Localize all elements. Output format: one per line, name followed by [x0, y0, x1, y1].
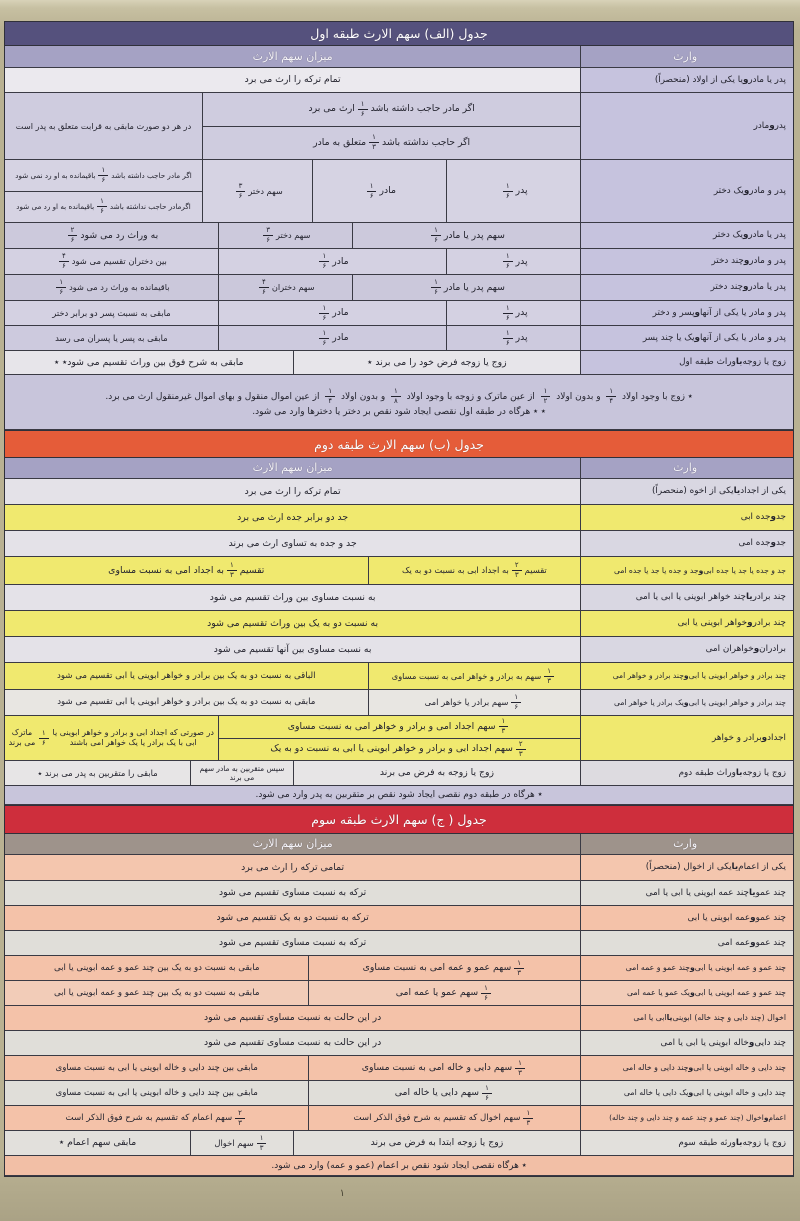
fraction: $\frac{۱}{۳}$	[369, 134, 379, 151]
fraction: $\frac{۱}{۳}$	[499, 718, 509, 735]
share-cell: جد دو برابر جده ارث می برد	[237, 511, 349, 523]
heir-cell: زوج یا زوجه با وراث طبقه اول	[580, 351, 793, 374]
heir-cell: پدر یا مادر و یا یکی از اولاد (منحصراً)	[580, 68, 793, 92]
table-row	[5, 931, 793, 956]
share-cell: $\frac{۲}{۳}$ سهم اعمام که تقسیم به شرح فوق الذکر است	[5, 1106, 308, 1130]
share-cell: در صورتی که اجداد ابی و برادر و خواهر ابوینی یا ابی با یک برادر یا یک خواهر امی باشند $\frac{۱}{۶}$ ماترک می برند	[8, 728, 214, 747]
fraction: $\frac{۱}{۲}$	[541, 388, 551, 405]
share-subcell: اگرمادر حاجب نداشته باشد $\frac{۱}{۶}$ باقیمانده به او رد می شود	[16, 197, 191, 216]
footnote-line: ٭ زوج با وجود اولاد $\frac{۱}{۴}$ و بدون اولاد $\frac{۱}{۲}$ از عین ماترک و زوجه با وجود اولاد $\frac{۱}{۸}$ و بدون اولاد $\frac{۱}{۴}$ از عین اموال منقول و بهای اموال غیرمنقول ارث می برد.	[105, 386, 693, 405]
share-cell: مابقی به نسبت دو به یک بین چند عمو و عمه ابوینی یا ابی	[53, 987, 260, 998]
share-cell: سهم دختر $\frac{۳}{۶}$	[202, 160, 312, 222]
heir-cell: زوج یا زوجه با ورثه طبقه سوم	[580, 1131, 793, 1155]
fraction: $\frac{۲}{۳}$	[235, 1110, 245, 1127]
share-cell: به نسبت مساوی بین آنها تقسیم می شود	[213, 643, 372, 655]
table-row	[5, 663, 793, 690]
footnote-line: ٭ هرگاه در طبقه دوم نقصی ایجاد شود نقص بر متقربین به پدر وارد می شود.	[255, 790, 543, 800]
footnote-line: ٭ هرگاه نقصی ایجاد شود نقص بر اعمام (عمو و عمه) وارد می شود.	[271, 1160, 527, 1171]
fraction: $\frac{۱}{۶}$	[503, 330, 513, 347]
fraction: $\frac{۳}{۶}$	[263, 227, 273, 244]
share-cell: به نسبت دو به یک بین وراث تقسیم می شود	[207, 617, 379, 629]
table-row	[5, 906, 793, 931]
table-row	[5, 505, 793, 531]
heir-cell: زوج یا زوجه با وراث طبقه دوم	[580, 761, 793, 785]
fraction: $\frac{۱}{۳}$	[515, 1060, 525, 1077]
share-column-header: میزان سهم الارث	[252, 49, 333, 63]
fraction: $\frac{۱}{۶}$	[98, 167, 108, 184]
share-cell: باقیمانده به وراث رد می شود $\frac{۱}{۶}$	[5, 275, 218, 300]
fraction: $\frac{۱}{۶}$	[503, 253, 513, 270]
fraction: $\frac{۱}{۶}$	[511, 694, 521, 711]
column-header-row	[5, 834, 793, 855]
inheritance-tables-sheet	[4, 21, 794, 1177]
column-header-row	[5, 46, 793, 68]
share-cell: مادر $\frac{۱}{۶}$	[218, 326, 447, 350]
table-row	[5, 761, 793, 786]
share-cell: $\frac{۱}{۳}$ سهم دایی و خاله امی به نسبت مساوی	[308, 1056, 580, 1080]
share-subcell: اگر مادر حاجب داشته باشد $\frac{۱}{۶}$ باقیمانده به او رد نمی شود	[5, 160, 202, 192]
table-footnotes	[5, 1156, 793, 1176]
table-a-first-class	[4, 21, 794, 430]
fraction: $\frac{۱}{۶}$	[503, 305, 513, 322]
share-cell: زوج یا زوجه ابتدا به فرض می برند	[293, 1131, 581, 1155]
fraction: $\frac{۱}{۴}$	[606, 388, 616, 405]
heir-cell: پدر یا مادر و یک دختر	[580, 223, 793, 248]
share-cell: $\frac{۱}{۶}$ سهم دایی یا خاله امی	[308, 1081, 580, 1105]
share-cell: الباقی به نسبت دو به یک بین برادر و خواهر ابوینی یا ابی تقسیم می شود	[57, 670, 316, 681]
fraction: $\frac{۱}{۶}$	[503, 183, 513, 200]
share-cell: در هر دو صورت مابقی به قرابت متعلق به پدر است	[15, 120, 192, 131]
table-row	[5, 1056, 793, 1081]
share-cell: $\frac{۱}{۶}$ سهم عمو یا عمه امی	[308, 981, 580, 1005]
fraction: $\frac{۳}{۶}$	[236, 183, 246, 200]
share-cell: سهم پدر یا مادر $\frac{۱}{۶}$	[352, 275, 581, 300]
table-row	[5, 93, 793, 160]
share-cell: تمام ترکه را ارث می برد	[244, 74, 341, 86]
column-header-row	[5, 458, 793, 479]
heir-cell: چند برادر یا چند خواهر ابوینی یا ابی یا امی	[580, 585, 793, 610]
share-cell	[202, 93, 580, 159]
share-cell: $\frac{۱}{۳}$ سهم عمو و عمه امی به نسبت مساوی	[308, 956, 580, 980]
table-row	[5, 557, 793, 585]
share-cell: به نسبت مساوی بین وراث تقسیم می شود	[209, 591, 376, 603]
table-footnotes	[5, 375, 793, 430]
share-cell: پدر $\frac{۱}{۶}$	[446, 249, 580, 274]
heir-cell: یکی از اعمام یا یکی از اخوال (منحصراً)	[580, 855, 793, 880]
fraction: $\frac{۱}{۶}$	[56, 279, 66, 296]
table-title: جدول (ب) سهم الارث طبقه دوم	[5, 431, 793, 458]
share-cell	[5, 160, 202, 222]
share-cell: مابقی را متقربین به پدر می برند ٭	[37, 767, 158, 778]
table-b-second-class	[4, 430, 794, 805]
share-column-header: میزان سهم الارث	[252, 461, 333, 475]
share-cell: مابقی سهم اعمام ٭	[59, 1137, 137, 1149]
share-cell: پدر $\frac{۱}{۶}$	[446, 326, 580, 350]
fraction: $\frac{۱}{۳}$	[544, 668, 554, 685]
heir-cell: چند برادر و خواهر ابوینی یا ابی و یک برادر یا خواهر امی	[580, 690, 793, 715]
share-cell: $\frac{۱}{۳}$ سهم اخوال که تقسیم به شرح فوق الذکر است	[308, 1106, 580, 1130]
share-cell: مابقی به نسبت دو به یک بین برادر و خواهر ابوینی یا ابی تقسیم می شود	[57, 697, 316, 708]
table-row	[5, 223, 793, 249]
share-cell: به وراث رد می شود $\frac{۲}{۶}$	[5, 223, 218, 248]
share-cell: سهم دختر $\frac{۳}{۶}$	[218, 223, 352, 248]
fraction: $\frac{۱}{۳}$	[257, 1135, 267, 1152]
fraction: $\frac{۲}{۳}$	[516, 741, 526, 758]
share-cell: ترکه به نسبت مساوی تقسیم می شود	[219, 937, 367, 949]
heir-cell: پدر و مادر و یک دختر	[580, 160, 793, 222]
heir-cell: چند عمو یا چند عمه ابوینی یا ابی یا امی	[580, 881, 793, 905]
share-cell	[218, 716, 580, 760]
fraction: $\frac{۲}{۳}$	[512, 562, 522, 579]
table-row	[5, 531, 793, 557]
share-cell: در این حالت به نسبت مساوی تقسیم می شود	[203, 1012, 382, 1024]
heir-cell: اعمام و اخوال (چند عمو و چند عمه و چند دایی و چند خاله)	[580, 1106, 793, 1130]
fraction: $\frac{۱}{۸}$	[391, 388, 401, 405]
heir-cell: پدر یا مادر و چند دختر	[580, 275, 793, 300]
table-row	[5, 956, 793, 981]
fraction: $\frac{۱}{۶}$	[367, 183, 377, 200]
fraction: $\frac{۱}{۶}$	[319, 305, 329, 322]
share-cell: تمام ترکه را ارث می برد	[244, 485, 341, 497]
fraction: $\frac{۱}{۶}$	[39, 730, 49, 747]
share-cell: زوج یا زوجه فرض خود را می برند ٭	[293, 351, 581, 374]
fraction: $\frac{۱}{۶}$	[319, 330, 329, 347]
heir-cell: جد و جده یا جد یا جده ابی و جد و جده یا جد یا جده امی	[580, 557, 793, 584]
table-row	[5, 611, 793, 637]
heir-cell: چند برادر و خواهر ابوینی یا ابی و چند برادر و خواهر امی	[580, 663, 793, 689]
share-subcell: $\frac{۱}{۳}$ سهم اجداد امی و برادر و خواهر امی به نسبت مساوی	[219, 716, 580, 739]
fraction: $\frac{۱}{۶}$	[481, 985, 491, 1002]
share-cell: ترکه به نسبت دو به یک تقسیم می شود	[216, 912, 369, 924]
heir-cell: چند دایی و خاله ابوینی یا ابی یا امی	[580, 1031, 793, 1055]
table-row	[5, 479, 793, 505]
share-cell: $\frac{۱}{۳}$ سهم به برادر و خواهر امی به نسبت مساوی	[368, 663, 581, 689]
share-cell: $\frac{۱}{۶}$ سهم برادر یا خواهر امی	[368, 690, 581, 715]
table-footnotes	[5, 786, 793, 805]
share-cell: تقسیم $\frac{۱}{۳}$ به اجداد امی به نسبت مساوی	[108, 561, 265, 579]
table-row	[5, 1006, 793, 1031]
fraction: $\frac{۴}{۶}$	[59, 253, 69, 270]
share-subcell: اگر حاجب نداشته باشد $\frac{۱}{۳}$ متعلق به مادر	[313, 133, 471, 152]
table-row	[5, 351, 793, 375]
table-row	[5, 585, 793, 611]
table-c-third-class	[4, 805, 794, 1177]
heir-cell: چند عمو و عمه ابوینی یا ابی	[580, 906, 793, 930]
share-column-header: میزان سهم الارث	[252, 837, 333, 851]
share-cell: مابقی به پسر یا پسران می رسد	[55, 332, 168, 343]
fraction: $\frac{۱}{۳}$	[523, 1110, 533, 1127]
share-cell: پدر $\frac{۱}{۶}$	[446, 301, 580, 325]
table-row	[5, 1031, 793, 1056]
table-row	[5, 1106, 793, 1131]
heir-column-header: وارث	[580, 46, 793, 67]
table-row	[5, 1131, 793, 1156]
share-cell: تقسیم $\frac{۲}{۳}$ به اجداد ابی به نسبت دو به یک	[368, 557, 581, 584]
heir-cell: جد و جده امی	[580, 531, 793, 556]
heir-cell: چند عمو و عمه ابوینی یا ابی و یک عمو یا عمه امی	[580, 981, 793, 1005]
heir-cell: پدر و مادر و چند دختر	[580, 249, 793, 274]
share-cell: بین دختران تقسیم می شود $\frac{۴}{۶}$	[5, 249, 218, 274]
heir-cell: چند برادر و خواهر ابوینی یا ابی	[580, 611, 793, 636]
page-number: ۱	[339, 1188, 345, 1199]
table-row	[5, 716, 793, 761]
share-cell: ترکه به نسبت مساوی تقسیم می شود	[219, 887, 367, 899]
table-row	[5, 881, 793, 906]
share-cell: تمامی ترکه را ارث می برد	[241, 861, 345, 873]
share-cell: سهم دختران $\frac{۴}{۶}$	[218, 275, 352, 300]
table-row	[5, 160, 793, 223]
heir-cell: پدر و مادر	[580, 93, 793, 159]
share-cell: مادر $\frac{۱}{۶}$	[312, 160, 446, 222]
fraction: $\frac{۱}{۳}$	[514, 960, 524, 977]
table-row	[5, 301, 793, 326]
table-row	[5, 981, 793, 1006]
table-row	[5, 637, 793, 663]
heir-cell: چند عمو و عمه ابوینی یا ابی و چند عمو و عمه امی	[580, 956, 793, 980]
share-cell: سهم پدر یا مادر $\frac{۱}{۶}$	[352, 223, 581, 248]
share-cell: مابقی به نسبت دو به یک بین چند عمو و عمه ابوینی یا ابی	[53, 962, 260, 973]
heir-cell: اخوال (چند دایی و چند خاله) ابوینی یا ابی یا امی	[580, 1006, 793, 1030]
heir-cell: اجداد و برادر و خواهر	[580, 716, 793, 760]
fraction: $\frac{۱}{۶}$	[482, 1085, 492, 1102]
table-title: جدول (الف) سهم الارث طبقه اول	[5, 22, 793, 46]
share-cell: جد و جده به تساوی ارث می برند	[228, 537, 357, 549]
share-cell: مادر $\frac{۱}{۶}$	[218, 301, 447, 325]
fraction: $\frac{۴}{۶}$	[259, 279, 269, 296]
fraction: $\frac{۱}{۴}$	[325, 388, 335, 405]
share-cell: مابقی به شرح فوق بین وراث تقسیم می شود٭ ٭	[54, 356, 244, 368]
table-row	[5, 690, 793, 716]
heir-column-header: وارث	[580, 834, 793, 854]
heir-cell: یکی از اجداد یا یکی از اخوه (منحصراً)	[580, 479, 793, 504]
table-row	[5, 326, 793, 351]
heir-cell: چند دایی و خاله ابوینی یا ابی و یک دایی یا خاله امی	[580, 1081, 793, 1105]
heir-cell: چند عمو و عمه امی	[580, 931, 793, 955]
share-subcell: اگر مادر حاجب داشته باشد $\frac{۱}{۶}$ ارث می برد	[203, 93, 580, 127]
heir-cell: برادران و خواهران امی	[580, 637, 793, 662]
share-cell: مابقی به نسبت پسر دو برابر دختر	[52, 307, 171, 318]
share-subcell: $\frac{۲}{۳}$ سهم اجداد ابی و برادر و خواهر ابوینی یا ابی به نسبت دو به یک	[219, 739, 580, 761]
heir-cell: پدر و مادر یا یکی از آنها و یک یا چند پسر	[580, 326, 793, 350]
table-row	[5, 249, 793, 275]
fraction: $\frac{۱}{۳}$	[227, 562, 237, 579]
table-title: جدول ( ج) سهم الارث طبقه سوم	[5, 806, 793, 834]
share-cell: مابقی بین چند دایی و خاله ابوینی یا ابی به نسبت مساوی	[55, 1087, 258, 1098]
share-cell: سپس متقربین به مادر سهم می برند	[190, 761, 292, 785]
table-row	[5, 68, 793, 93]
table-row	[5, 1081, 793, 1106]
share-cell: مادر $\frac{۱}{۶}$	[218, 249, 447, 274]
footnote-line: ٭ ٭ هرگاه در طبقه اول نقصی ایجاد شود نقص بر دختر یا دخترها وارد می شود.	[252, 406, 546, 417]
heir-cell: چند دایی و خاله ابوینی یا ابی و چند دایی و خاله امی	[580, 1056, 793, 1080]
share-cell: زوج یا زوجه به فرض می برند	[293, 761, 581, 785]
fraction: $\frac{۱}{۶}$	[431, 279, 441, 296]
fraction: $\frac{۱}{۶}$	[319, 253, 329, 270]
fraction: $\frac{۲}{۶}$	[68, 227, 78, 244]
heir-cell: پدر و مادر یا یکی از آنها و پسر و دختر	[580, 301, 793, 325]
table-row	[5, 855, 793, 881]
fraction: $\frac{۱}{۶}$	[97, 198, 107, 215]
fraction: $\frac{۱}{۶}$	[358, 101, 368, 118]
share-cell: پدر $\frac{۱}{۶}$	[446, 160, 580, 222]
table-row	[5, 275, 793, 301]
share-cell: $\frac{۱}{۳}$ سهم اخوال	[190, 1131, 292, 1155]
share-cell: مابقی بین چند دایی و خاله ابوینی یا ابی به نسبت مساوی	[55, 1062, 258, 1073]
fraction: $\frac{۱}{۶}$	[431, 227, 441, 244]
heir-cell: جد و جده ابی	[580, 505, 793, 530]
share-cell: در این حالت به نسبت مساوی تقسیم می شود	[203, 1037, 382, 1049]
heir-column-header: وارث	[580, 458, 793, 478]
